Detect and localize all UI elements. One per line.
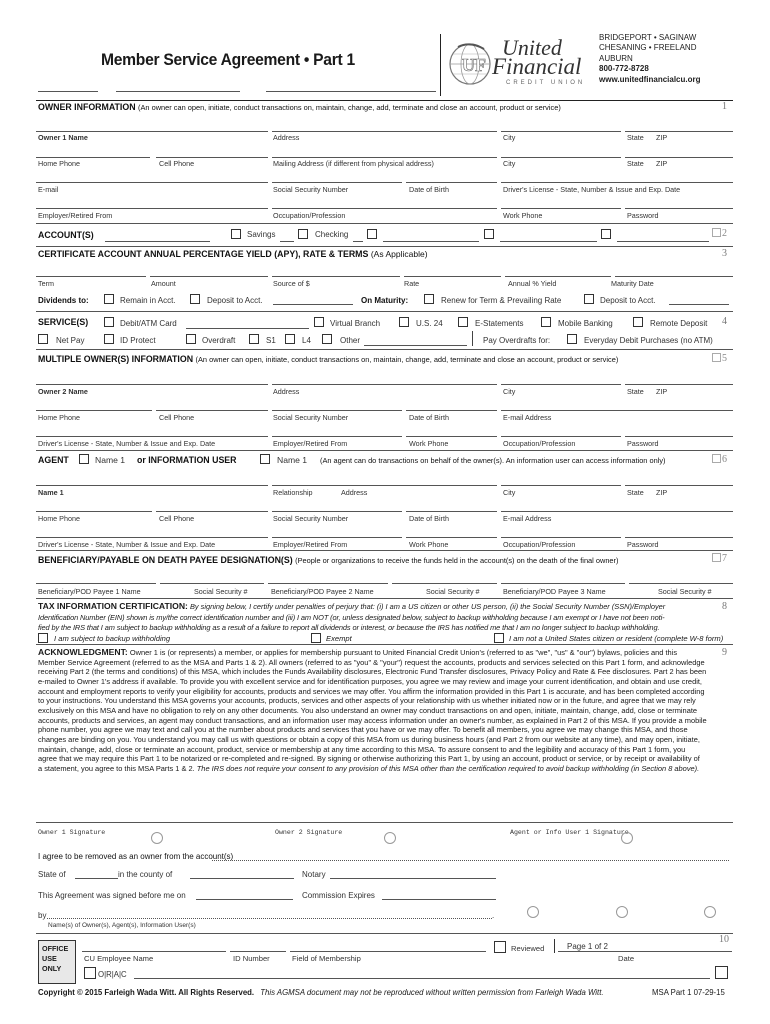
by-label: by [38, 911, 47, 920]
section-number-9: 9 [722, 647, 727, 658]
estatements-checkbox[interactable] [458, 317, 468, 327]
l4-label: L4 [302, 336, 311, 345]
exempt-label: Exempt [326, 634, 352, 643]
agent-signature-label: Agent or Info User 1 Signature [510, 829, 629, 836]
virtual-branch-checkbox[interactable] [314, 317, 324, 327]
owner2-name-label: Owner 2 Name [38, 387, 88, 396]
other-service-checkbox[interactable] [322, 334, 332, 344]
branches-line-1: BRIDGEPORT • SAGINAW [599, 33, 697, 42]
owner2-employer-label: Employer/Retired From [273, 439, 348, 448]
renew-checkbox[interactable] [424, 294, 434, 304]
owner2-email-label: E-mail Address [503, 413, 552, 422]
services-heading: SERVICE(S) [38, 317, 89, 327]
mobile-banking-label: Mobile Banking [558, 319, 613, 328]
owner2-address-label: Address [273, 387, 300, 396]
deposit-to-acct-label: Deposit to Acct. [207, 296, 263, 305]
phone-number: 800-772-8728 [599, 64, 649, 74]
owner1-occupation-label: Occupation/Profession [273, 211, 346, 220]
multiple-owners-heading: MULTIPLE OWNER(S) INFORMATION [38, 354, 194, 364]
page-number: Page 1 of 2 [567, 942, 608, 951]
account-checkbox-5[interactable] [601, 229, 611, 239]
owner1-state-label: State [627, 133, 644, 142]
office-final-checkbox[interactable] [715, 966, 728, 979]
only-label: ONLY [42, 964, 62, 973]
acknowledgment-heading: ACKNOWLEDGMENT: [38, 647, 128, 657]
tax-line-2: Identification Number (EIN) shown is my/the correct identification number and (iii) I am NOT (or, unless designated below, subject to backup withholding because I am exempt or I have not been noti- [38, 613, 665, 622]
agent-state-label: State [627, 488, 644, 497]
deposit-on-maturity-label: Deposit to Acct. [600, 296, 656, 305]
owner2-password-label: Password [627, 439, 659, 448]
mobile-banking-checkbox[interactable] [541, 317, 551, 327]
owner1-city-label: City [503, 133, 516, 142]
certificate-note: (As Applicable) [370, 249, 428, 259]
owner1-mailing-zip-label: ZIP [656, 159, 668, 168]
branches-line-2: CHESANING • FREELAND [599, 43, 697, 53]
deposit-on-maturity-checkbox[interactable] [584, 294, 594, 304]
other-service-label: Other [340, 336, 361, 345]
agent-dob-label: Date of Birth [409, 514, 449, 523]
names-label: Name(s) of Owner(s), Agent(s), Information User(s) [48, 922, 196, 929]
debit-card-checkbox[interactable] [104, 317, 114, 327]
dividends-to-label: Dividends to: [38, 296, 89, 305]
owner1-work-phone-label: Work Phone [503, 211, 543, 220]
owner2-cell-phone-label: Cell Phone [159, 413, 195, 422]
agent-ssn-label: Social Security Number [273, 514, 349, 523]
on-maturity-label: On Maturity: [361, 296, 409, 305]
agent-note: (An agent can do transactions on behalf of the owner(s). An information user can access information only) [320, 456, 666, 465]
owner1-signature-label: Owner 1 Signature [38, 829, 106, 836]
term-label: Term [38, 279, 54, 288]
agent-signature-circle[interactable] [621, 832, 633, 844]
section-number-7: 7 [712, 553, 727, 564]
notary-circle-1[interactable] [527, 906, 539, 918]
remote-deposit-checkbox[interactable] [633, 317, 643, 327]
debit-card-label: Debit/ATM Card [120, 319, 177, 328]
us24-checkbox[interactable] [399, 317, 409, 327]
credit-union-logo [448, 35, 588, 95]
section-number-6: 6 [712, 454, 727, 465]
notary-label: Notary [302, 870, 326, 879]
logo-text-credit-union: CREDIT UNION [506, 80, 586, 86]
owner1-signature-circle[interactable] [151, 832, 163, 844]
agent-employer-label: Employer/Retired From [273, 540, 348, 549]
not-us-citizen-checkbox[interactable] [494, 633, 504, 643]
payee3-ssn-label: Social Security # [658, 587, 712, 596]
owner1-zip-label: ZIP [656, 133, 668, 142]
beneficiary-heading: BENEFICIARY/PAYABLE ON DEATH PAYEE DESIGNATION(S) [38, 555, 293, 565]
everyday-debit-label: Everyday Debit Purchases (no ATM) [584, 336, 713, 345]
savings-label: Savings [247, 230, 276, 239]
owner2-dl-label: Driver's License - State, Number & Issue and Exp. Date [38, 439, 216, 448]
logo-text-united: United [502, 35, 562, 60]
owner2-ssn-label: Social Security Number [273, 413, 349, 422]
multiple-owners-note: (An owner can open, initiate, conduct transactions on, maintain, change, add, terminate and close an account, product or service) [195, 355, 619, 364]
commission-label: Commission Expires [302, 891, 375, 900]
agent-city-label: City [503, 488, 516, 497]
agent-cell-phone-label: Cell Phone [159, 514, 195, 523]
checking-checkbox[interactable] [298, 229, 308, 239]
copyright: Copyright © 2015 Farleigh Wada Witt. All Rights Reserved. [38, 988, 255, 997]
owner1-dl-label: Driver's License - State, Number & Issue and Exp. Date [503, 185, 681, 194]
website: www.unitedfinancialcu.org [599, 74, 701, 84]
agent-password-label: Password [627, 540, 659, 549]
field-of-membership-label: Field of Membership [292, 954, 361, 963]
notary-circle-3[interactable] [704, 906, 716, 918]
s1-checkbox[interactable] [249, 334, 259, 344]
payee1-name-label: Beneficiary/POD Payee 1 Name [38, 587, 141, 596]
not-us-citizen-label: I am not a United States citizen or resident (complete W-8 form) [509, 634, 724, 643]
section-number-2: 2 [712, 228, 727, 239]
account-checkbox-4[interactable] [484, 229, 494, 239]
owner2-home-phone-label: Home Phone [38, 413, 80, 422]
use-label: USE [42, 954, 57, 963]
owner2-signature-circle[interactable] [384, 832, 396, 844]
agent-dl-label: Driver's License - State, Number & Issue and Exp. Date [38, 540, 216, 549]
owner1-mailing-address-label: Mailing Address (if different from physical address) [273, 159, 434, 168]
payee1-ssn-label: Social Security # [194, 587, 248, 596]
agent-email-label: E-mail Address [503, 514, 552, 523]
owner1-employer-label: Employer/Retired From [38, 211, 113, 220]
payee2-ssn-label: Social Security # [426, 587, 480, 596]
owner2-city-label: City [503, 387, 516, 396]
s1-label: S1 [266, 336, 276, 345]
section-number-5: 5 [712, 353, 727, 364]
backup-withholding-checkbox[interactable] [38, 633, 48, 643]
owner1-home-phone-label: Home Phone [38, 159, 80, 168]
remain-in-acct-label: Remain in Acct. [120, 296, 176, 305]
accounts-heading: ACCOUNT(S) [38, 230, 94, 240]
owner2-signature-label: Owner 2 Signature [275, 829, 343, 836]
owner1-address-label: Address [273, 133, 300, 142]
notary-circle-2[interactable] [616, 906, 628, 918]
info-user-name1-checkbox[interactable] [260, 454, 270, 464]
backup-withholding-label: I am subject to backup withholding [54, 634, 171, 643]
info-user-heading: or INFORMATION USER [137, 455, 237, 465]
net-pay-checkbox[interactable] [38, 334, 48, 344]
agent-occupation-label: Occupation/Profession [503, 540, 576, 549]
info-user-name1-label: Name 1 [277, 455, 308, 465]
owner-information-note: (An owner can open, initiate, conduct transactions on, maintain, change, add, terminate and close an account, product or service) [138, 103, 561, 112]
pay-overdrafts-label: Pay Overdrafts for: [483, 336, 551, 345]
owner1-ssn-label: Social Security Number [273, 185, 349, 194]
id-protect-label: ID Protect [120, 336, 156, 345]
agent-address-label: Address [341, 488, 368, 497]
office-label: OFFICE [42, 944, 69, 953]
rate-label: Rate [404, 279, 420, 288]
id-protect-checkbox[interactable] [104, 334, 114, 344]
exempt-checkbox[interactable] [311, 633, 321, 643]
apy-label: Annual % Yield [508, 279, 557, 288]
owner2-state-label: State [627, 387, 644, 396]
branches-line-3: AUBURN [599, 53, 633, 63]
office-date-label: Date [618, 954, 635, 963]
overdraft-label: Overdraft [202, 336, 236, 345]
tax-heading: TAX INFORMATION CERTIFICATION: [38, 601, 188, 611]
account-checkbox-3[interactable] [367, 229, 377, 239]
section-number-1: 1 [722, 101, 727, 112]
svg-text:UF: UF [462, 55, 486, 75]
tax-line-3: fied by the IRS that I am subject to backup withholding as a result of a failure to report all dividends or interest, or because the IRS has notified me that I am no longer subject to backup withholding. [38, 623, 660, 632]
us24-label: U.S. 24 [416, 319, 443, 328]
section-number-8: 8 [722, 601, 727, 612]
section-number-10: 10 [719, 934, 729, 945]
owner-information-heading: OWNER INFORMATION [38, 102, 136, 112]
county-label: in the county of [118, 870, 173, 879]
page-title: Member Service Agreement • Part 1 [101, 50, 355, 69]
agent-work-phone-label: Work Phone [409, 540, 449, 549]
deposit-to-acct-checkbox[interactable] [190, 294, 200, 304]
checking-label: Checking [315, 230, 349, 239]
id-number-label: ID Number [233, 954, 270, 963]
remain-in-acct-checkbox[interactable] [104, 294, 114, 304]
reproduction-notice: This AGMSA document may not be reproduced without written permission from Farleigh Wada Witt. [260, 988, 604, 997]
logo-text-financial: Financial [492, 54, 582, 79]
tax-line-1: By signing below, I certify under penalties of perjury that: (i) I am a US citizen or other US person, (ii) the Social Security Number (SSN)/Employer [189, 602, 666, 611]
owner1-name-label: Owner 1 Name [38, 133, 88, 142]
globe-icon [448, 39, 492, 89]
maturity-date-label: Maturity Date [611, 279, 654, 288]
reviewed-checkbox[interactable] [494, 941, 506, 953]
agent-home-phone-label: Home Phone [38, 514, 80, 523]
acknowledgment-text: ACKNOWLEDGMENT: Owner 1 is (or represents) a member, or applies for membership pursuant to United Financial Credit Union's (referred to as "we", "us" & "our") bylaws, policies and this Member Service Agreement (referred to as the MSA and Parts 1 & 2). All owners (referred to as "you" & "your") request the accounts, products and services selected on this Part 1 form, and acknowledge receiving Part 2 (the terms and conditions) of this MSA, which includes the Funds Availability disclosures, Electronic Fund Transfer disclosures, Privacy Policy and Rate & Fee disclosures. Part 2 has been e-mailed to Owner 1's address if available. To provide you with excellent service and for identification purposes, you agree we may review and image your current identification, and obtain and use credit, account and employment reports to verify your eligibility for accounts, products and services we may offer. You affirm the information provided in this Part 1 is accurate, and has been completed according to your instructions. You understand this MSA governs your accounts, products, services and other aspects of your relationship with us whether initiated now or in the future, and agree that we may rely exclusively on this MSA and have no obligation to rely on any other documents. You also understand an owner may conduct transactions on and open, initiate, maintain, change, add, close or terminate accounts, products and services, an agent may conduct transactions, and an information user may access information under an owner's number, as explained in Part 2 of this MSA. If you provide a mobile phone number, you agree we may text and call you at the number about products and services that you have or we may offer. To benefit all members, you agree we may change this MSA, and those changes are binding on you. You understand you may call us with questions or obtain a copy of this MSA from us during business hours (and Part 2 from our website at any time), and may open, initiate, maintain, change, add, close or terminate an account, product, service or membership at any time according to this MSA. To assure consent to and the legibility and accuracy of this Part 1 form, you agree that we may require this Part 1 to be notarized or re-completed and re-signed. By signing or otherwise authorizing this Part 1, by using an account, product or service, or by receipt or availability of a statement, you agree to this MSA Parts 1 & 2. The IRS does not require your consent to any provision of this MSA other than the certification required to avoid backup withholding (in Section 8 above). [38, 647, 707, 773]
owner2-dob-label: Date of Birth [409, 413, 449, 422]
amount-label: Amount [151, 279, 176, 288]
virtual-branch-label: Virtual Branch [330, 319, 381, 328]
remote-deposit-label: Remote Deposit [650, 319, 708, 328]
agent-name1-checkbox[interactable] [79, 454, 89, 464]
renew-label: Renew for Term & Prevailing Rate [441, 296, 562, 305]
agent-relationship-label: Relationship [273, 488, 313, 497]
payee2-name-label: Beneficiary/POD Payee 2 Name [271, 587, 374, 596]
agent-heading: AGENT [38, 455, 69, 465]
codes-checkbox[interactable] [84, 967, 96, 979]
owner1-mailing-state-label: State [627, 159, 644, 168]
owner2-work-phone-label: Work Phone [409, 439, 449, 448]
owner1-cell-phone-label: Cell Phone [159, 159, 195, 168]
section-number-4: 4 [722, 316, 727, 327]
savings-checkbox[interactable] [231, 229, 241, 239]
agent-name1-label: Name 1 [95, 455, 126, 465]
l4-checkbox[interactable] [285, 334, 295, 344]
owner1-mailing-city-label: City [503, 159, 516, 168]
certificate-heading: CERTIFICATE ACCOUNT ANNUAL PERCENTAGE YIELD (APY), RATE & TERMS [38, 249, 369, 259]
everyday-debit-checkbox[interactable] [567, 334, 577, 344]
agent-zip-label: ZIP [656, 488, 668, 497]
source-label: Source of $ [273, 279, 310, 288]
owner2-occupation-label: Occupation/Profession [503, 439, 576, 448]
owner1-email-label: E-mail [38, 185, 59, 194]
net-pay-label: Net Pay [56, 336, 85, 345]
reviewed-label: Reviewed [511, 944, 545, 953]
employee-name-label: CU Employee Name [84, 954, 154, 963]
agent-name-label: Name 1 [38, 488, 64, 497]
owner1-dob-label: Date of Birth [409, 185, 449, 194]
overdraft-checkbox[interactable] [186, 334, 196, 344]
state-of-label: State of [38, 870, 66, 879]
owner1-password-label: Password [627, 211, 659, 220]
remove-owner-label: I agree to be removed as an owner from the account(s) [38, 852, 234, 861]
owner2-zip-label: ZIP [656, 387, 668, 396]
payee3-name-label: Beneficiary/POD Payee 3 Name [503, 587, 606, 596]
section-number-3: 3 [722, 248, 727, 259]
signed-before-label: This Agreement was signed before me on [38, 891, 186, 900]
beneficiary-note: (People or organizations to receive the funds held in the account(s) on the death of the final owner) [295, 556, 619, 565]
office-codes: O|R|A|C [98, 970, 127, 979]
form-code: MSA Part 1 07-29-15 [652, 988, 725, 997]
estatements-label: E-Statements [475, 319, 524, 328]
